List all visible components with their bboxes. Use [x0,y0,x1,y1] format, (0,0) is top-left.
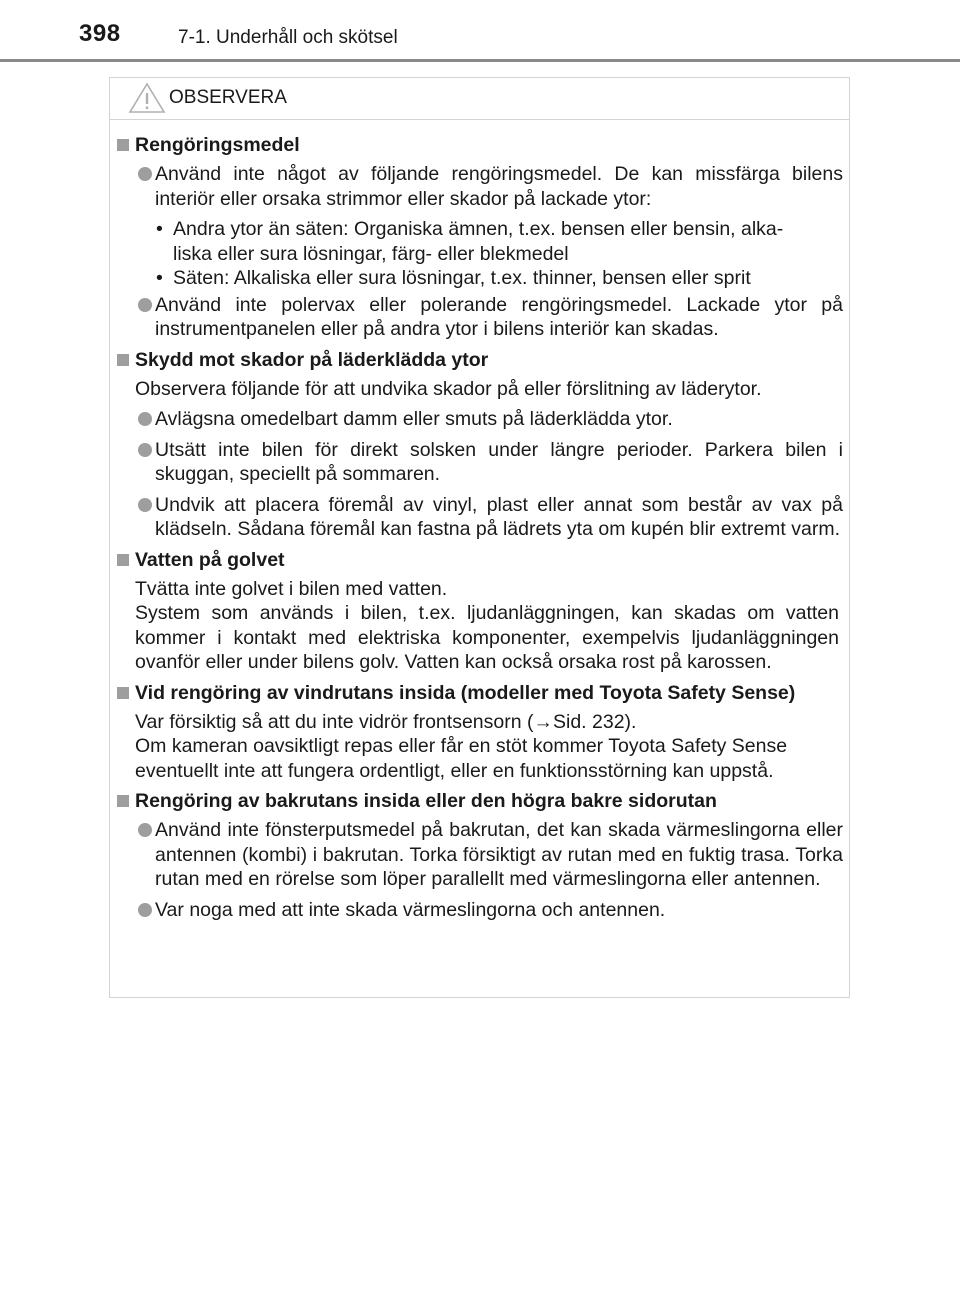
sub-list-item: • Andra ytor än säten: Organiska ämnen, t.ex. bensen eller bensin, alka- liska eller sura lösningar, färg- eller blekmedel [156,218,784,265]
section-title: Vatten på golvet [110,548,851,573]
paragraph: Om kameran oavsiktligt repas eller får en stöt kommer Toyota Safety Sense eventuellt inte att fungera ordentligt, eller en funktionsstörning kan uppstå. [135,735,788,782]
chapter-title: 7-1. Underhåll och skötsel [178,27,398,48]
section-title: Rengöringsmedel [110,133,851,158]
square-bullet-icon [117,687,129,699]
page-number: 398 [79,20,121,47]
paragraph: System som används i bilen, t.ex. ljudanläggningen, kan skadas om vatten kommer i kontakt med elektriska komponenter, exempelvis ljudanläggningen ovanför eller under bilens golv. Vatten kan också orsaka rost på karossen. [135,602,839,673]
circle-bullet-icon [138,498,152,512]
list-item: Använd inte polervax eller polerande rengöringsmedel. Lackade ytor på instrumentpanelen eller på andra ytor i bilens interiör kan skadas. [110,293,851,342]
list-item: Använd inte fönsterputsmedel på bakrutan, det kan skada värmeslingorna eller antennen (kombi) i bakrutan. Torka försiktigt av rutan med en fuktig trasa. Torka rutan med en rörelse som löper parallellt med värmeslingorna eller antennen. [110,818,851,892]
list-item: Avlägsna omedelbart damm eller smuts på läderklädda ytor. [110,407,851,432]
list-item: Var noga med att inte skada värmeslingorna och antennen. [110,898,851,923]
notice-box [109,77,850,998]
warning-triangle-icon [128,82,166,114]
notice-label: OBSERVERA [169,87,287,108]
paragraph: Var försiktig så att du inte vidrör frontsensorn (→Sid. 232). [135,710,637,733]
list-item: Undvik att placera föremål av vinyl, plast eller annat som består av vax på klädseln. Sådana föremål kan fastna på lädrets yta om kupén blir extremt varm. [110,493,851,542]
circle-bullet-icon [138,903,152,917]
square-bullet-icon [117,554,129,566]
notice-header [110,78,849,120]
section-title: Skydd mot skador på läderklädda ytor [110,348,851,373]
sub-list-item: • Säten: Alkaliska eller sura lösningar, t.ex. thinner, bensen eller sprit [156,267,751,289]
list-item: Använd inte något av följande rengöringsmedel. De kan missfärga bilens interiör eller orsaka strimmor eller skador på lackade ytor: [110,162,851,211]
page-reference-link[interactable]: Sid. 232 [552,710,625,733]
dot-bullet-icon: • [156,267,163,289]
circle-bullet-icon [138,443,152,457]
notice-content [110,133,851,928]
section-title: Rengöring av bakrutans insida eller den högra bakre sidorutan [110,789,851,814]
square-bullet-icon [117,139,129,151]
section-title: Vid rengöring av vindrutans insida (modeller med Toyota Safety Sense) [110,681,851,706]
square-bullet-icon [117,354,129,366]
circle-bullet-icon [138,167,152,181]
paragraph: Observera följande för att undvika skador på eller förslitning av läderytor. [135,377,762,400]
page-header [0,0,960,62]
paragraph: Tvätta inte golvet i bilen med vatten. [135,577,448,600]
circle-bullet-icon [138,298,152,312]
arrow-right-icon: → [533,710,553,733]
circle-bullet-icon [138,412,152,426]
list-item: Utsätt inte bilen för direkt solsken under längre perioder. Parkera bilen i skuggan, speciellt på sommaren. [110,438,851,487]
circle-bullet-icon [138,823,152,837]
dot-bullet-icon: • [156,218,163,240]
square-bullet-icon [117,795,129,807]
header-divider [0,59,960,62]
